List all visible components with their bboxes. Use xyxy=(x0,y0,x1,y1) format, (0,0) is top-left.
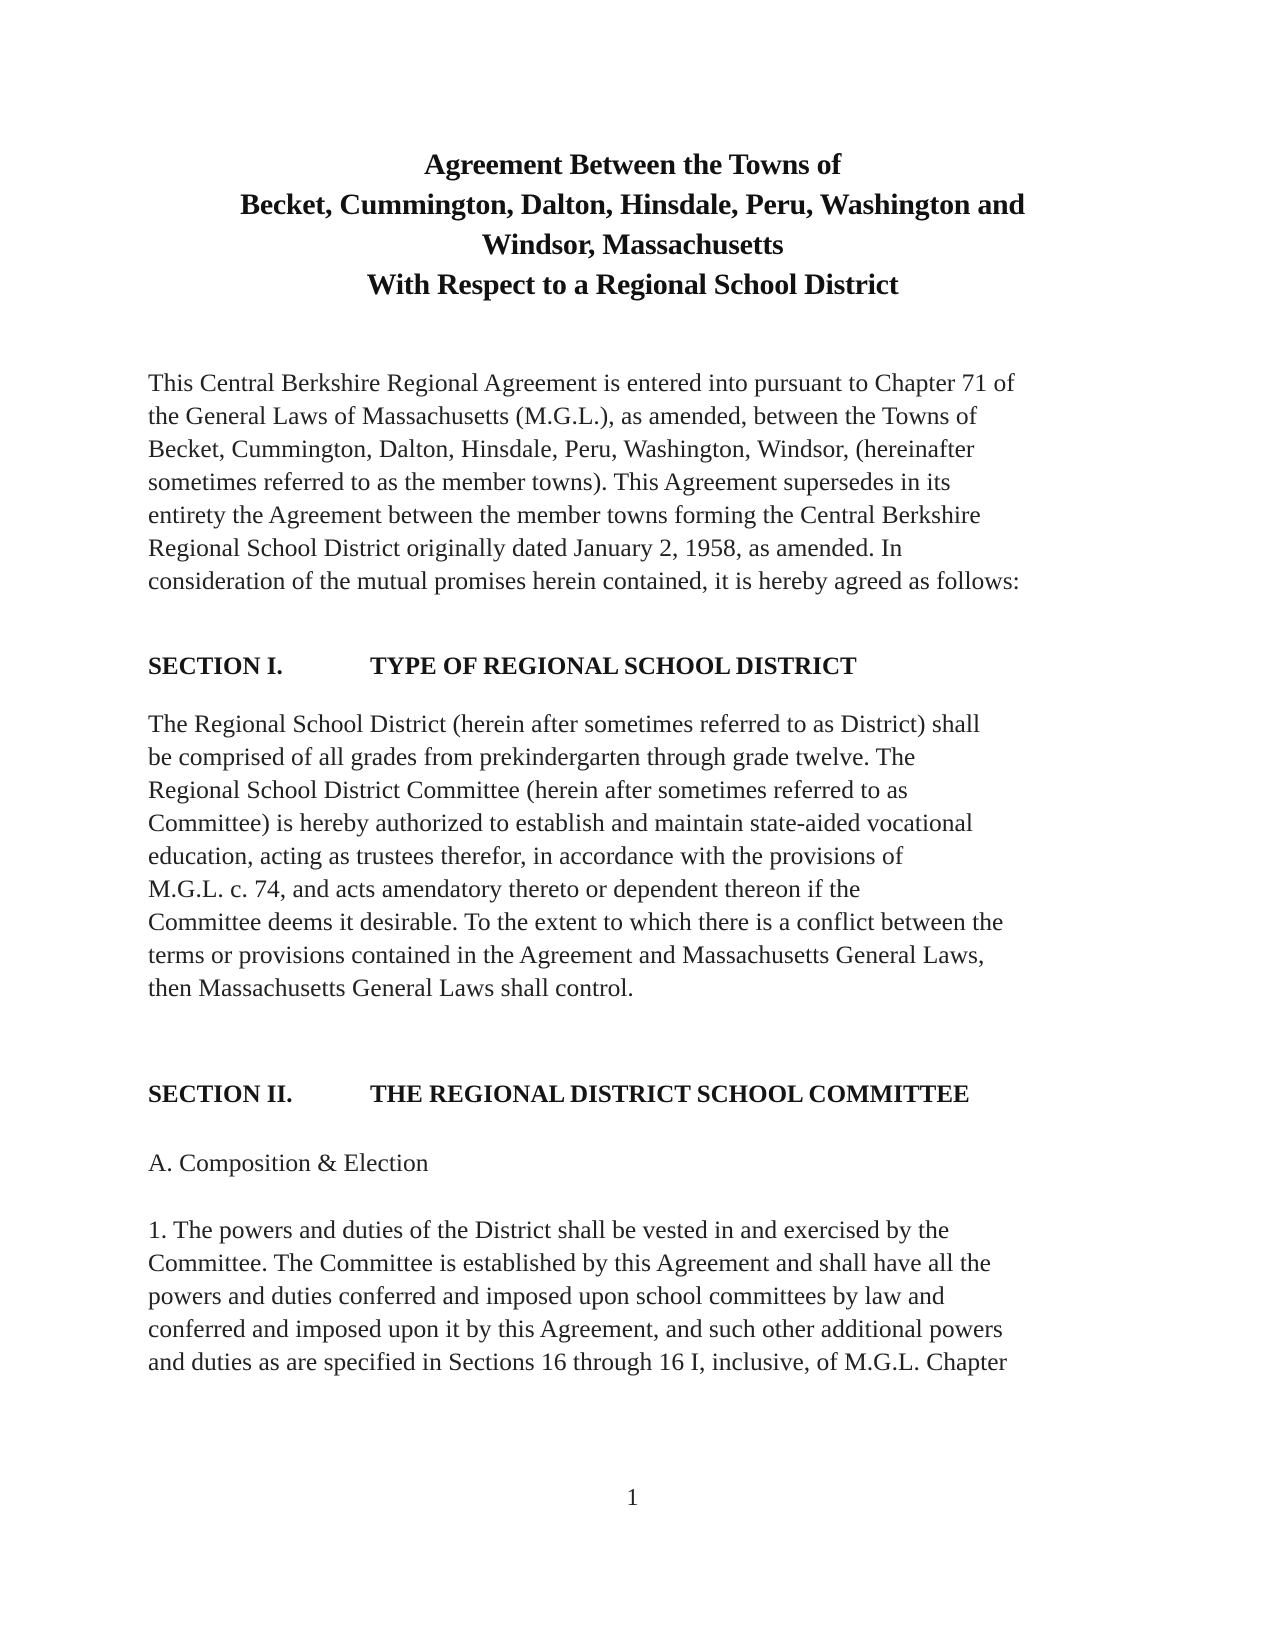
section-title: THE REGIONAL DISTRICT SCHOOL COMMITTEE xyxy=(370,1081,970,1108)
section-1-body xyxy=(148,707,1128,1004)
text-line: sometimes referred to as the member towns). This Agreement supersedes in its xyxy=(148,467,951,496)
text-line: Committee. The Committee is established by this Agreement and shall have all the xyxy=(148,1248,991,1277)
text-line: conferred and imposed upon it by this Agreement, and such other additional powers xyxy=(148,1314,1003,1343)
document-title xyxy=(0,145,1265,305)
title-line: Becket, Cummington, Dalton, Hinsdale, Peru, Washington and xyxy=(240,188,1025,221)
section-number: SECTION II. xyxy=(148,1081,293,1108)
text-line: powers and duties conferred and imposed upon school committees by law and xyxy=(148,1281,945,1310)
section-number: SECTION I. xyxy=(148,653,283,680)
page-number: 1 xyxy=(626,1485,639,1511)
title-line: Windsor, Massachusetts xyxy=(481,228,784,261)
text-line: 1. The powers and duties of the District shall be vested in and exercised by the xyxy=(148,1215,950,1244)
section-2-heading xyxy=(148,1079,970,1111)
text-line: M.G.L. c. 74, and acts amendatory thereto or dependent thereon if the xyxy=(148,874,861,903)
title-line: Agreement Between the Towns of xyxy=(423,148,842,181)
text-line: then Massachusetts General Laws shall control. xyxy=(148,973,634,1002)
text-line: be comprised of all grades from prekindergarten through grade twelve. The xyxy=(148,742,916,771)
text-line: Committee) is hereby authorized to establish and maintain state-aided vocational xyxy=(148,808,973,837)
intro-paragraph xyxy=(148,366,1128,597)
section-2-body xyxy=(148,1213,1128,1378)
text-line: This Central Berkshire Regional Agreement is entered into pursuant to Chapter 71 of xyxy=(148,368,1015,397)
title-line: With Respect to a Regional School District xyxy=(366,268,899,301)
text-line: The Regional School District (herein after sometimes referred to as District) shall xyxy=(148,709,981,738)
text-line: Becket, Cummington, Dalton, Hinsdale, Peru, Washington, Windsor, (hereinafter xyxy=(148,434,975,463)
text-line: education, acting as trustees therefor, in accordance with the provisions of xyxy=(148,841,904,870)
text-line: Committee deems it desirable. To the extent to which there is a conflict between the xyxy=(148,907,1004,936)
section-1-heading xyxy=(148,651,857,683)
text-line: terms or provisions contained in the Agreement and Massachusetts General Laws, xyxy=(148,940,985,969)
text-line: and duties as are specified in Sections 16 through 16 I, inclusive, of M.G.L. Chapter xyxy=(148,1347,1008,1376)
text-line: entirety the Agreement between the member towns forming the Central Berkshire xyxy=(148,500,981,529)
text-line: the General Laws of Massachusetts (M.G.L.), as amended, between the Towns of xyxy=(148,401,978,430)
section-title: TYPE OF REGIONAL SCHOOL DISTRICT xyxy=(370,653,857,680)
subsection-heading: A. Composition & Election xyxy=(148,1148,429,1177)
text-line: Regional School District originally dated January 2, 1958, as amended. In xyxy=(148,533,903,562)
text-line: Regional School District Committee (herein after sometimes referred to as xyxy=(148,775,908,804)
text-line: consideration of the mutual promises herein contained, it is hereby agreed as follows: xyxy=(148,566,1020,595)
